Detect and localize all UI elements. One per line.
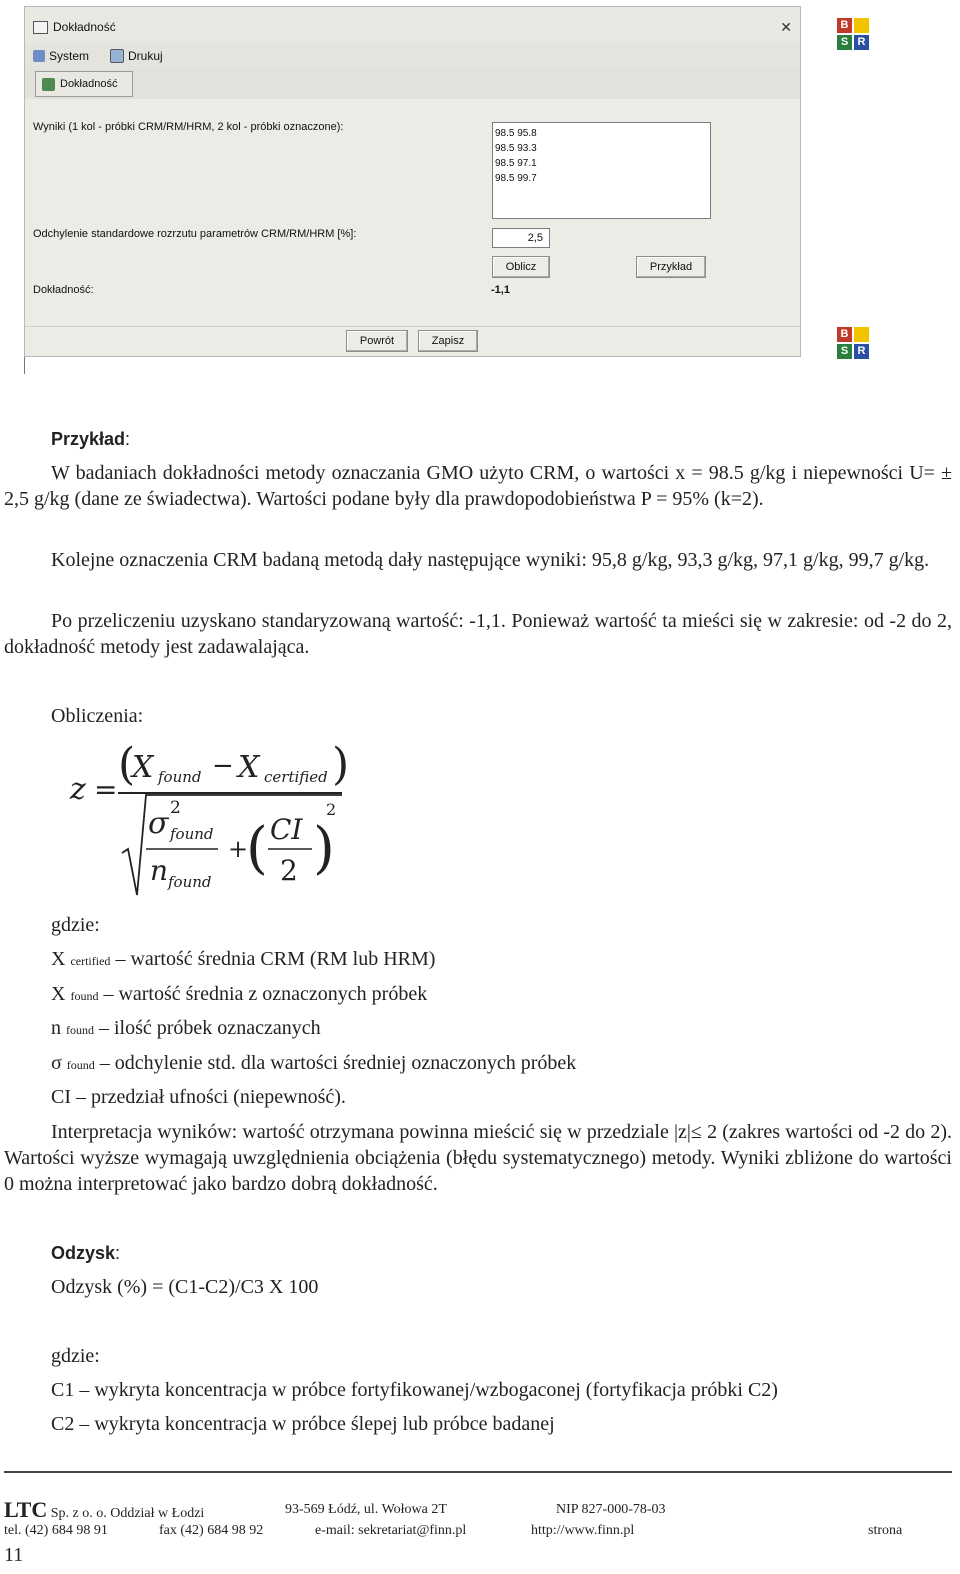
def-x-found: X found – wartość średnia z oznaczonych próbek <box>51 983 428 1005</box>
z-score-formula <box>60 735 360 900</box>
example-paragraph-1: W badaniach dokładności metody oznaczania GMO użyto CRM, o wartości x = 98.5 g/kg i niepewności U= ± 2,5 g/kg (dane ze świadectwa). Wartości podane były dla prawdopodobieństwa P = 95% (k=2). <box>4 462 952 510</box>
result-line: 98.5 95.8 <box>495 128 537 139</box>
menu-bar <box>25 43 800 70</box>
def-ci: CI – przedział ufności (niepewność). <box>51 1086 346 1108</box>
system-icon <box>33 50 45 62</box>
footer-fax: fax (42) 684 98 92 <box>159 1523 264 1538</box>
recovery-def-c2: C2 – wykryta koncentracja w próbce ślepej lub próbce badanej <box>51 1413 555 1435</box>
formula-sigma: σ <box>148 806 169 841</box>
example-paragraph-3: Po przeliczeniu uzyskano standaryzowaną wartość: -1,1. Ponieważ wartość ta mieści się w zakresie: od -2 do 2, dokładność metody jest zadawalająca. <box>4 610 952 658</box>
logo-yellow-square <box>854 18 869 33</box>
def-n-found: n found – ilość próbek oznaczanych <box>51 1017 321 1039</box>
results-textarea[interactable] <box>492 122 711 219</box>
calculate-button[interactable]: Oblicz <box>492 256 550 278</box>
recovery-formula: Odzysk (%) = (C1-C2)/C3 X 100 <box>51 1276 319 1298</box>
footer-page-label: strona <box>868 1523 903 1538</box>
printer-icon <box>110 49 124 63</box>
window-title: Dokładność <box>53 20 116 34</box>
logo-letter-r: R <box>854 35 869 50</box>
formula-n: n <box>150 854 169 887</box>
window-titlebar <box>25 7 800 44</box>
back-button[interactable]: Powrót <box>346 330 408 352</box>
formula-n-sub: found <box>168 873 212 891</box>
menu-print[interactable] <box>110 49 163 63</box>
recovery-where-label: gdzie: <box>51 1345 100 1367</box>
accuracy-label: Dokładność: <box>33 284 94 296</box>
close-icon[interactable]: ✕ <box>780 19 792 35</box>
formula-x-found: X <box>132 750 154 785</box>
tab-bar <box>25 69 800 99</box>
formula-equals: = <box>94 773 118 806</box>
menu-system-label: System <box>49 49 90 63</box>
tab-accuracy-label: Dokładność <box>60 78 118 90</box>
example-button[interactable]: Przykład <box>636 256 706 278</box>
formula-minus: − <box>212 751 234 781</box>
window-divider <box>25 326 800 327</box>
logo-letter-b: B <box>837 327 852 342</box>
paren-right: ) <box>332 739 350 790</box>
bsr-logo <box>837 18 869 50</box>
logo-letter-r: R <box>854 344 869 359</box>
results-label: Wyniki (1 kol - próbki CRM/RM/HRM, 2 kol - próbki oznaczone): <box>33 121 344 133</box>
formula-sigma-exp: 2 <box>170 798 181 818</box>
where-label: gdzie: <box>51 914 100 936</box>
footer-rule <box>4 1471 952 1473</box>
recovery-heading: Odzysk: <box>51 1243 121 1263</box>
formula-two: 2 <box>280 854 298 887</box>
formula-sub-found: found <box>158 768 202 786</box>
interpretation-paragraph: Interpretacja wyników: wartość otrzymana powinna mieścić się w przedziale |z|≤ 2 (zakres wartości od -2 do 2). Wartości wyższe wymagają uwzględnienia obciążenia (błędu systematycznego) metody. Wyniki zbliżone do wartości 0 można interpretować jako bardzo dobrą dokładność. <box>4 1121 952 1195</box>
footer-page-number: 11 <box>4 1544 24 1566</box>
footer-web[interactable]: http://www.finn.pl <box>531 1523 635 1538</box>
paren-left: ( <box>118 739 136 790</box>
paren-right-ci: ) <box>313 816 335 881</box>
calc-heading: Obliczenia: <box>51 705 144 727</box>
stddev-label: Odchylenie standardowe rozrzutu parametrów CRM/RM/HRM [%]: <box>33 228 357 240</box>
result-line: 98.5 93.3 <box>495 143 537 154</box>
def-x-certified: X certified – wartość średnia CRM (RM lub HRM) <box>51 948 436 970</box>
footer-tel: tel. (42) 684 98 91 <box>4 1523 108 1538</box>
footer-email[interactable]: e-mail: sekretariat@finn.pl <box>315 1523 467 1538</box>
tab-accuracy[interactable] <box>35 71 133 97</box>
accuracy-window <box>24 6 801 357</box>
paren-left-ci: ( <box>246 816 268 881</box>
example-paragraph-2: Kolejne oznaczenia CRM badaną metodą dały następujące wyniki: 95,8 g/kg, 93,3 g/kg, 97,1 g/kg, 99,7 g/kg. <box>51 549 930 571</box>
accuracy-value: -1,1 <box>491 284 510 296</box>
table-icon <box>42 78 55 91</box>
footer-nip: NIP 827-000-78-03 <box>556 1502 666 1517</box>
def-sigma-found: σ found – odchylenie std. dla wartości średniej oznaczonych próbek <box>51 1052 577 1074</box>
result-line: 98.5 97.1 <box>495 158 537 169</box>
stddev-input[interactable]: 2,5 <box>492 228 550 248</box>
save-button[interactable]: Zapisz <box>418 330 478 352</box>
menu-print-label: Drukuj <box>128 49 163 63</box>
formula-sigma-sub: found <box>170 825 214 843</box>
window-icon <box>33 21 48 34</box>
formula-z: z <box>70 772 86 807</box>
example-heading: Przykład: <box>51 429 131 449</box>
window-edge-line <box>24 357 25 374</box>
formula-sub-certified: certified <box>264 768 328 786</box>
formula-ci: CI <box>270 813 303 846</box>
logo-letter-s: S <box>837 35 852 50</box>
bsr-logo <box>837 327 869 359</box>
logo-letter-b: B <box>837 18 852 33</box>
footer-address: 93-569 Łódź, ul. Wołowa 2T <box>285 1502 447 1517</box>
formula-ci-exp: 2 <box>326 800 337 819</box>
menu-system[interactable] <box>33 49 89 63</box>
recovery-def-c1: C1 – wykryta koncentracja w próbce fortyfikowanej/wzbogaconej (fortyfikacja próbki C2) <box>51 1379 778 1401</box>
logo-yellow-square <box>854 327 869 342</box>
formula-x-certified: X <box>238 750 260 785</box>
logo-letter-s: S <box>837 344 852 359</box>
formula-plus: + <box>228 835 249 863</box>
result-line: 98.5 99.7 <box>495 173 537 184</box>
footer-company: LTC Sp. z o. o. Oddział w Łodzi <box>4 1497 205 1522</box>
